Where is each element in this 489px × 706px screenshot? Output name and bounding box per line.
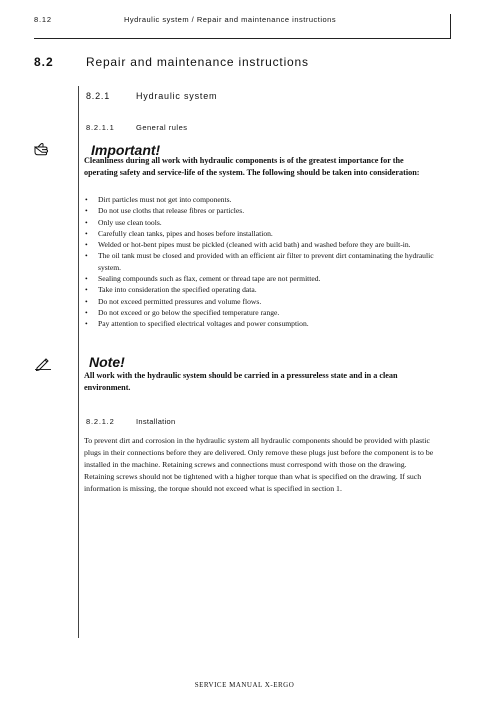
list-item: • The oil tank must be closed and provided with an efficient air filter to prevent dirt contaminating the hydraulic system. <box>84 250 436 273</box>
section-title: Repair and maintenance instructions <box>86 55 309 69</box>
important-intro: Cleanliness during all work with hydraulic components is of the greatest importance for the operating safety and service-life of the system. The following should be taken into consideration: <box>84 156 420 177</box>
installation-number: 8.2.1.2 <box>86 417 115 426</box>
subsubsection-number: 8.2.1.1 <box>86 123 115 132</box>
left-margin-rule <box>78 86 79 638</box>
header-section-number: 8.12 <box>34 15 52 24</box>
list-item: • Do not use cloths that release fibres or particles. <box>84 205 436 216</box>
writing-hand-icon <box>34 357 52 371</box>
installation-title: Installation <box>136 417 176 426</box>
important-bullet-list <box>84 194 436 330</box>
header-vertical-divider <box>450 14 451 39</box>
page-footer: SERVICE MANUAL X-ERGO <box>194 681 295 689</box>
list-item: • Only use clean tools. <box>84 217 436 228</box>
list-item: • Pay attention to specified electrical voltages and power consumption. <box>84 318 436 329</box>
header-title: Hydraulic system / Repair and maintenance instructions <box>124 15 337 24</box>
list-item: • Do not exceed permitted pressures and volume flows. <box>84 296 436 307</box>
list-item: • Do not exceed or go below the specified temperature range. <box>84 307 436 318</box>
note-text: All work with the hydraulic system should be carried in a pressureless state and in a clean environment. <box>84 371 398 392</box>
list-item: • Dirt particles must not get into components. <box>84 194 436 205</box>
subsection-number: 8.2.1 <box>86 91 111 101</box>
subsection-title: Hydraulic system <box>136 91 218 101</box>
header-divider <box>34 38 450 39</box>
list-item: • Take into consideration the specified operating data. <box>84 284 436 295</box>
installation-body: To prevent dirt and corrosion in the hydraulic system all hydraulic components should be provided with plastic plugs in their connections before they are delivered. Only remove these plugs just before the component is to be installed in the machine. Retaining screws and connections must correspond with those on the drawing. Retaining screws should not be tightened with a higher torque than what is specified on the drawing. If such information is missing, the torque should not exceed what is specified in section 1. <box>84 436 434 493</box>
important-heading: Important! <box>91 142 161 158</box>
list-item: • Welded or hot-bent pipes must be pickled (cleaned with acid bath) and washed before they are built-in. <box>84 239 436 250</box>
section-number: 8.2 <box>34 55 54 69</box>
pointing-hand-icon <box>34 142 52 156</box>
note-heading: Note! <box>89 354 125 370</box>
list-item: • Sealing compounds such as flax, cement or thread tape are not permitted. <box>84 273 436 284</box>
list-item: • Carefully clean tanks, pipes and hoses before installation. <box>84 228 436 239</box>
subsubsection-title: General rules <box>136 123 188 132</box>
